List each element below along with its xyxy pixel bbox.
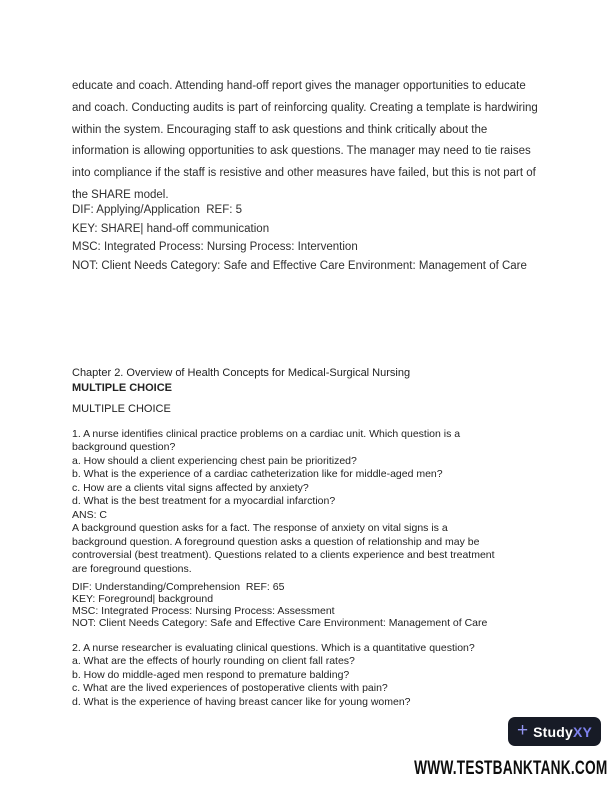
question-1-answer: ANS: C <box>72 508 108 521</box>
text-line: educate and coach. Attending hand-off report gives the manager opportunities to educate <box>72 80 526 92</box>
stem-line: background question? <box>72 441 176 454</box>
question-1-rationale <box>72 522 495 576</box>
previous-chapter-rationale-paragraph <box>72 76 538 207</box>
stem-line: 1. A nurse identifies clinical practice problems on a cardiac unit. Which question is a <box>72 428 461 440</box>
question-1-stem <box>72 428 495 455</box>
question-2-stem <box>72 642 475 655</box>
rationale-line: are foreground questions. <box>72 562 192 575</box>
answer-option: d. What is the best treatment for a myocardial infarction? <box>72 495 336 508</box>
rationale-line: controversial (best treatment). Questions related to a clients experience and best treatment <box>72 549 495 562</box>
question-1-options <box>72 455 495 509</box>
website-url: WWW.TESTBANKTANK.COM <box>413 758 607 779</box>
text-line: into compliance if the staff is resistive and other measures have failed, but this is not part of <box>72 167 536 180</box>
answer-option: c. What are the lived experiences of postoperative clients with pain? <box>72 682 388 695</box>
meta-line: KEY: Foreground| background <box>72 593 214 606</box>
chapter-heading <box>72 366 410 397</box>
studyxy-badge <box>508 717 601 746</box>
meta-line: KEY: SHARE| hand-off communication <box>72 222 270 235</box>
answer-option: b. How do middle-aged men respond to premature balding? <box>72 668 350 681</box>
question-1-meta <box>72 581 487 630</box>
previous-question-meta <box>72 201 527 275</box>
text-line: information is allowing opportunities to ask questions. The manager may need to tie raises <box>72 145 531 158</box>
text-line: and coach. Conducting audits is part of reinforcing quality. Creating a template is hardwiring <box>72 101 538 114</box>
plus-icon: + <box>516 720 529 741</box>
meta-line: DIF: Understanding/Comprehension REF: 65 <box>72 581 285 593</box>
meta-line: MSC: Integrated Process: Nursing Process: Intervention <box>72 241 358 254</box>
multiple-choice-label: MULTIPLE CHOICE <box>72 403 171 415</box>
chapter-title: Chapter 2. Overview of Health Concepts for Medical-Surgical Nursing <box>72 367 411 379</box>
question-2-options <box>72 655 475 709</box>
multiple-choice-heading: MULTIPLE CHOICE <box>72 382 173 395</box>
rationale-line: A background question asks for a fact. The response of anxiety on vital signs is a <box>72 522 448 535</box>
question-2 <box>72 642 475 709</box>
answer-option: b. What is the experience of a cardiac catheterization like for middle-aged men? <box>72 468 443 481</box>
stem-line: 2. A nurse researcher is evaluating clinical questions. Which is a quantitative question? <box>72 642 475 654</box>
answer-option: a. What are the effects of hourly rounding on client fall rates? <box>72 655 355 668</box>
meta-line: DIF: Applying/Application REF: 5 <box>72 204 243 216</box>
answer-option: a. How should a client experiencing chest pain be prioritized? <box>72 454 357 467</box>
brand-name-xy: XY <box>572 723 593 740</box>
brand-name-study: Study <box>533 723 573 740</box>
meta-line: NOT: Client Needs Category: Safe and Effective Care Environment: Management of Care <box>72 259 527 272</box>
meta-line: NOT: Client Needs Category: Safe and Effective Care Environment: Management of Care <box>72 617 488 630</box>
rationale-line: background question. A foreground question asks a question of relationship and may be <box>72 535 480 548</box>
text-line: within the system. Encouraging staff to ask questions and think critically about the <box>72 123 488 136</box>
meta-line: MSC: Integrated Process: Nursing Process: Assessment <box>72 605 335 618</box>
answer-option: d. What is the experience of having breast cancer like for young women? <box>72 695 411 708</box>
question-1 <box>72 428 495 576</box>
answer-option: c. How are a clients vital signs affected by anxiety? <box>72 481 309 494</box>
text-line: the SHARE model. <box>72 188 169 201</box>
